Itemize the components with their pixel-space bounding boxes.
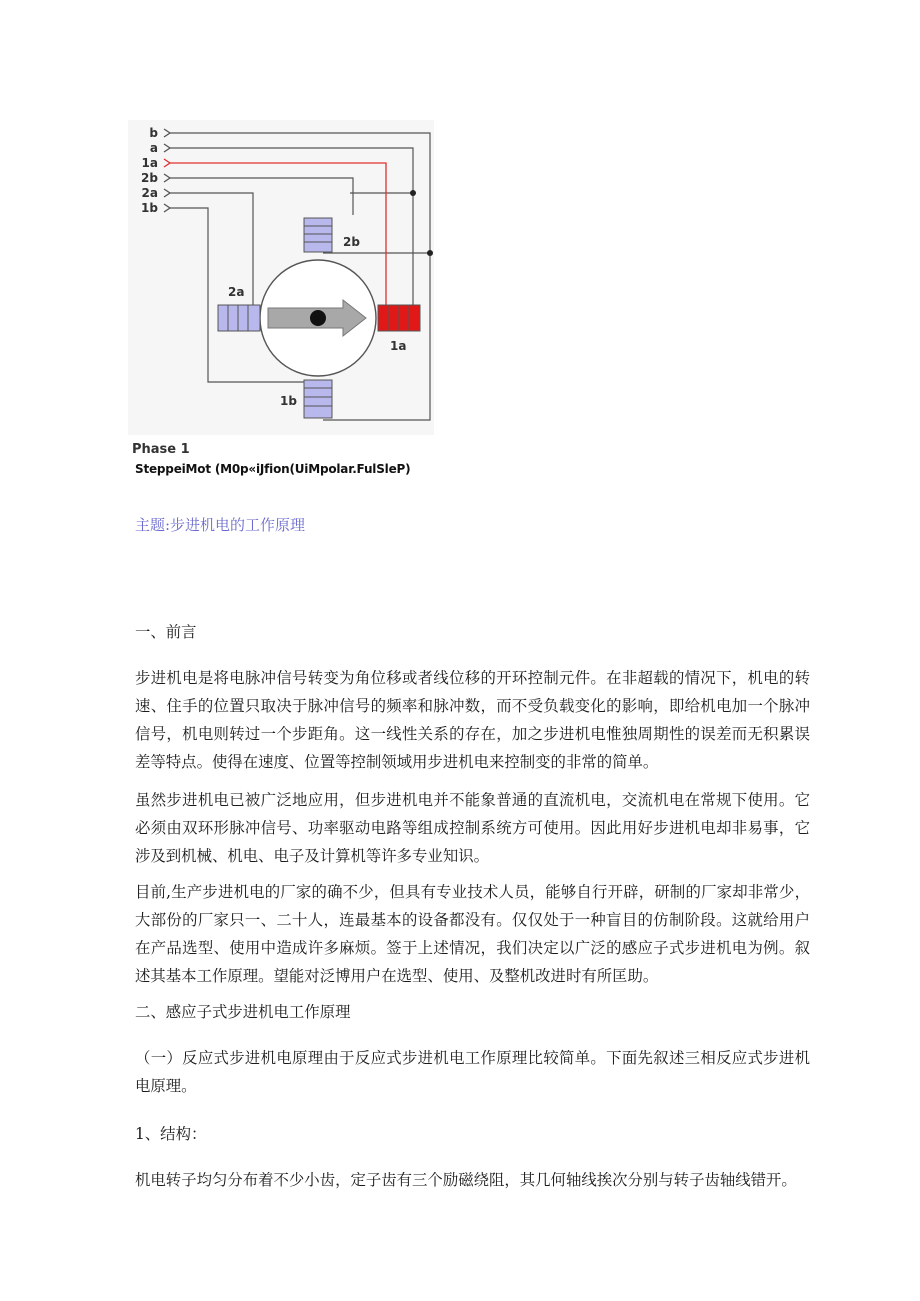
paragraph-preface-3: 目前,生产步进机电的厂家的确不少，但具有专业技术人员，能够自行开辟，研制的厂家却非常少，大部份的厂家只一、二十人，连最基本的设备都没有。仅仅处于一种盲目的仿制阶段。这就给用户在产品选型、使用中造成许多麻烦。签于上述情况，我们决定以广泛的感应子式步进机电为例。叙述其基本工作原理。望能对泛博用户在选型、使用、及整机改进时有所匡助。 — [135, 883, 810, 985]
wire-label-2b: 2b — [141, 171, 158, 185]
coil-label-1b: 1b — [280, 394, 297, 408]
junction-b — [427, 250, 433, 256]
paragraph-preface-2: 虽然步进机电已被广泛地应用，但步进机电并不能象普通的直流机电，交流机电在常规下使用。它必须由双环形脉冲信号、功率驱动电路等组成控制系统方可使用。因此用好步进机电却非易事，它涉及到机械、机电、电子及计算机等许多专业知识。 — [135, 791, 810, 865]
phase-label: Phase 1 — [132, 442, 190, 457]
wire-label-2a: 2a — [141, 186, 158, 200]
figure-caption: SteppeiMot (M0p«iJfion(UiMpolar.FulSleP) — [135, 462, 411, 476]
wire-label-1a: 1a — [141, 156, 158, 170]
rotor-shaft — [310, 310, 326, 326]
stepper-motor-diagram — [128, 120, 438, 465]
paragraph-reactive-principle: （一）反应式步进机电原理由于反应式步进机电工作原理比较简单。下面先叙述三相反应式步进机电原理。 — [135, 1049, 810, 1095]
wire-label-1b: 1b — [141, 201, 158, 215]
paragraph-structure: 机电转子均匀分布着不少小齿，定子齿有三个励磁绕阻，其几何轴线挨次分别与转子齿轴线错开。 — [135, 1171, 797, 1189]
coil-right-1a — [378, 305, 420, 331]
coil-left-2a — [218, 305, 260, 331]
coil-bottom-1b — [304, 380, 332, 418]
section-heading-preface: 一、前言 — [135, 623, 197, 641]
junction-a — [410, 190, 416, 196]
wire-label-b: b — [149, 126, 158, 140]
stepper-wiring-svg — [128, 120, 438, 465]
coil-label-1a: 1a — [390, 339, 407, 353]
coil-label-2b: 2b — [343, 235, 360, 249]
coil-label-2a: 2a — [228, 285, 245, 299]
subheading-structure: 1、结构： — [135, 1125, 207, 1143]
coil-top-2b — [304, 218, 332, 252]
paragraph-preface-1: 步进机电是将电脉冲信号转变为角位移或者线位移的开环控制元件。在非超载的情况下，机电的转速、住手的位置只取决于脉冲信号的频率和脉冲数，而不受负载变化的影响，即给机电加一个脉冲信号，机电则转过一个步距角。这一线性关系的存在，加之步进机电惟独周期性的误差而无积累误差等特点。使得在速度、位置等控制领域用步进机电来控制变的非常的简单。 — [135, 669, 810, 771]
topic-title: 主题:步进机电的工作原理 — [135, 516, 306, 534]
wire-label-a: a — [149, 141, 158, 155]
section-heading-principle: 二、感应子式步进机电工作原理 — [135, 1003, 351, 1021]
